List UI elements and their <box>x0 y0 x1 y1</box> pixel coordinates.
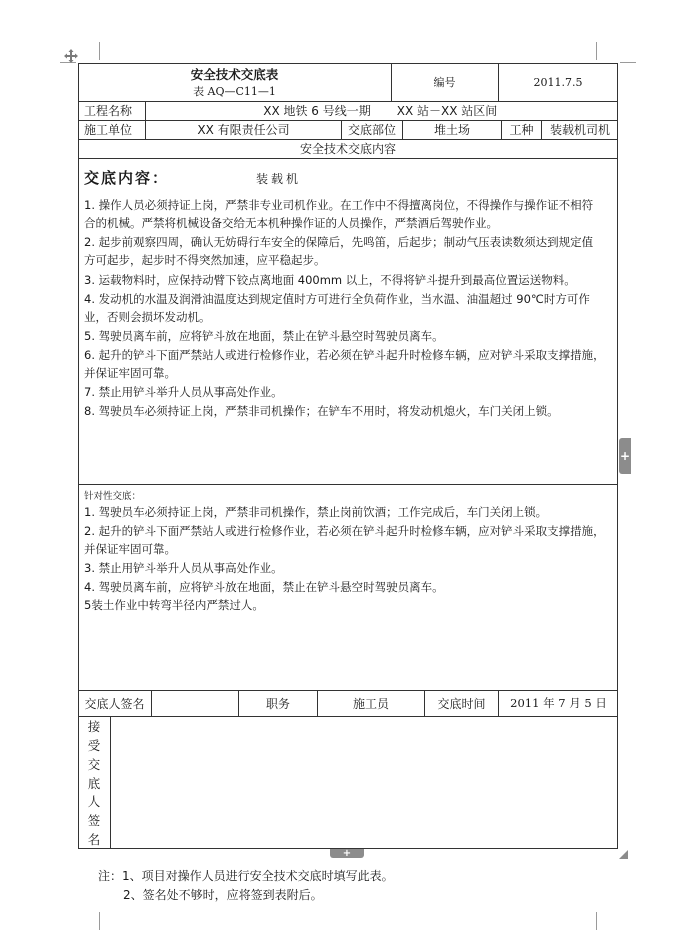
crop-mark <box>596 42 597 60</box>
receiver-label-char: 签 <box>87 813 101 829</box>
receiver-label-char: 交 <box>87 756 101 772</box>
content-line: 7. 禁止用铲斗举升人员从事高处作业。 <box>84 385 283 399</box>
project-name-value: XX 地铁 6 号线一期 <box>263 104 371 118</box>
trade-value: 装载机司机 <box>549 123 610 137</box>
document-title: 安全技术交底表 <box>190 67 279 82</box>
insert-row-handle[interactable]: + <box>330 849 364 858</box>
project-name-label: 工程名称 <box>84 104 133 118</box>
move-icon[interactable] <box>64 49 78 63</box>
construction-unit-label: 施工单位 <box>84 123 133 137</box>
content-line: 3. 运载物料时，应保持动臂下铰点离地面 400mm 以上，不得将铲斗提升到最高位置运送物料。 <box>84 273 576 287</box>
targeted-line: 并保证牢固可靠。 <box>84 542 176 556</box>
targeted-line: 5装土作业中转弯半径内严禁过人。 <box>84 598 264 612</box>
receiver-label-char: 人 <box>87 794 101 810</box>
note-line-2: 2、签名处不够时，应将签到表附后。 <box>123 888 323 902</box>
receiver-label-char: 接 <box>87 718 101 734</box>
receiver-signature-label <box>78 716 110 849</box>
receiver-label-char: 底 <box>87 775 101 791</box>
crop-mark <box>99 912 100 930</box>
content-subject: 装载机 <box>256 172 302 186</box>
content-line: 合的机械。严禁将机械设备交给无本机种操作证的人员操作，严禁酒后驾驶作业。 <box>84 216 498 230</box>
content-section-header: 安全技术交底内容 <box>299 142 396 156</box>
content-line: 业，否则会损坏发动机。 <box>84 310 211 324</box>
crop-mark <box>596 912 597 930</box>
content-line: 并保证牢固可靠。 <box>84 366 176 380</box>
content-line: 6. 起升的铲斗下面严禁站人或进行检修作业，若必须在铲斗起升时检修车辆，应对铲斗采取支撑措施， <box>84 348 605 362</box>
targeted-line: 3. 禁止用铲斗举升人员从事高处作业。 <box>84 561 283 575</box>
content-heading: 交底内容： <box>84 169 170 187</box>
project-section-value: XX 站－XX 站区间 <box>396 104 498 118</box>
targeted-line: 2. 起升的铲斗下面严禁站人或进行检修作业，若必须在铲斗起升时检修车辆，应对铲斗采取支撑措施， <box>84 524 605 538</box>
targeted-briefing-label: 针对性交底： <box>84 491 142 502</box>
targeted-line: 1. 驾驶员车必须持证上岗，严禁非司机操作，禁止岗前饮酒；工作完成后，车门关闭上锁。 <box>84 505 548 519</box>
receiver-label-char: 受 <box>87 737 101 753</box>
location-value: 堆土场 <box>433 123 470 137</box>
targeted-line: 4. 驾驶员离车前，应将铲斗放在地面，禁止在铲斗悬空时驾驶员离车。 <box>84 580 444 594</box>
content-line: 方可起步，起步时不得突然加速，应平稳起步。 <box>84 253 326 267</box>
crop-mark <box>99 42 100 60</box>
document-date: 2011.7.5 <box>533 75 583 89</box>
position-label: 职务 <box>265 696 290 711</box>
receiver-signature-area[interactable] <box>111 717 617 848</box>
title-cell <box>78 63 391 101</box>
number-label: 编号 <box>433 76 456 89</box>
resize-table-icon[interactable] <box>619 848 628 857</box>
content-line: 5. 驾驶员离车前，应将铲斗放在地面，禁止在铲斗悬空时驾驶员离车。 <box>84 329 444 343</box>
content-line: 4. 发动机的水温及润滑油温度达到规定值时方可进行全负荷作业，当水温、油温超过 90℃时方可作 <box>84 292 590 306</box>
briefer-signature-field[interactable] <box>152 690 238 716</box>
briefing-time-value: 2011 年 7 月 5 日 <box>510 696 607 710</box>
insert-column-handle[interactable]: + <box>619 438 631 474</box>
construction-unit-value: XX 有限责任公司 <box>197 123 290 137</box>
briefer-signature-label: 交底人签名 <box>84 696 145 711</box>
content-line: 1. 操作人员必须持证上岗，严禁非专业司机作业。在工作中不得擅离岗位，不得操作与操作证不相符 <box>84 198 594 212</box>
content-line: 8. 驾驶员车必须持证上岗，严禁非司机操作；在铲车不用时，将发动机熄火，车门关闭上锁。 <box>84 404 559 418</box>
form-number: 表 AQ—C11—1 <box>193 85 276 98</box>
location-label: 交底部位 <box>347 123 396 137</box>
crop-mark <box>620 62 636 63</box>
briefing-time-label: 交底时间 <box>437 696 486 711</box>
position-value: 施工员 <box>352 696 389 711</box>
note-line-1: 注：1、项目对操作人员进行安全技术交底时填写此表。 <box>98 869 394 883</box>
content-line: 2. 起步前观察四周，确认无妨碍行车安全的保障后，先鸣笛，后起步；制动气压表读数须达到规定值 <box>84 235 594 249</box>
receiver-label-char: 名 <box>87 832 101 848</box>
trade-label: 工种 <box>509 123 534 137</box>
